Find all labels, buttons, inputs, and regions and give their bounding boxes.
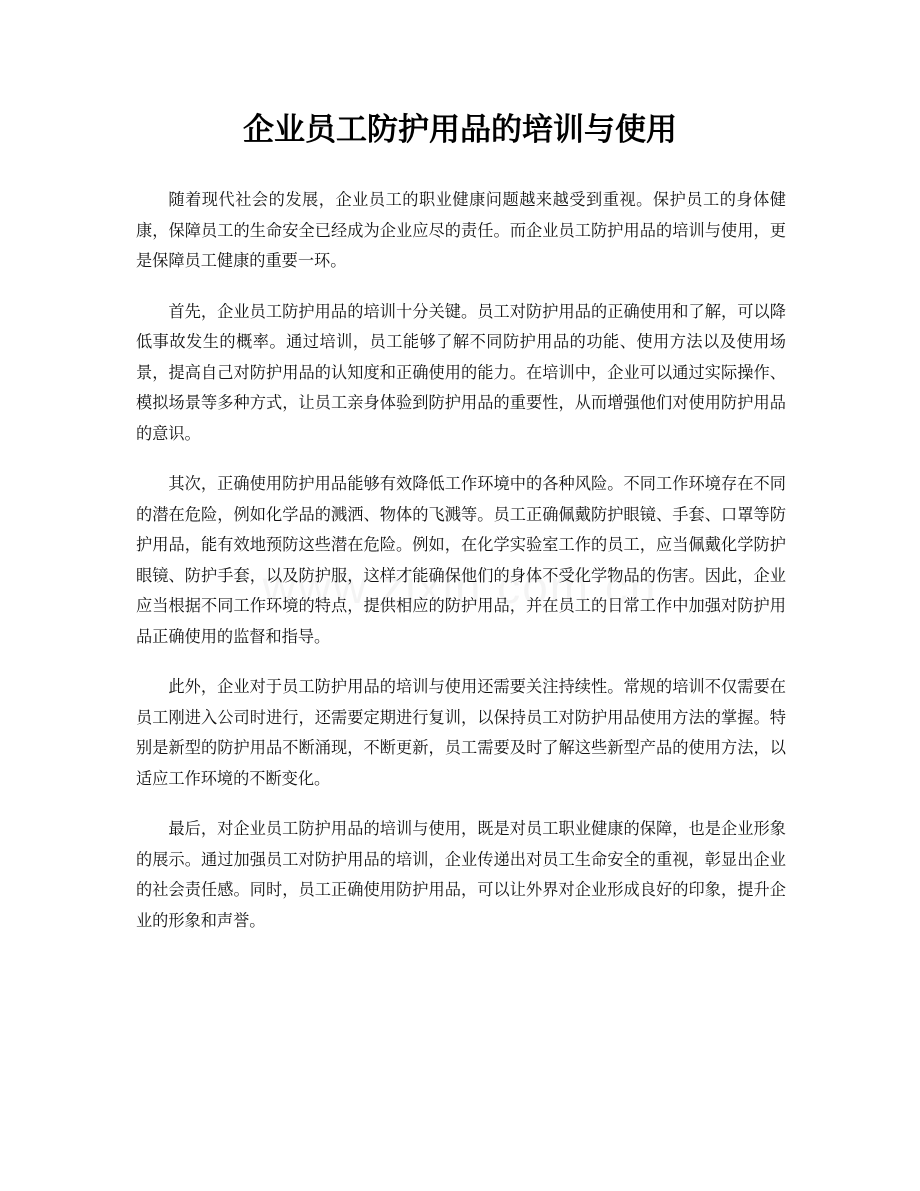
paragraph-conclusion: 最后，对企业员工防护用品的培训与使用，既是对员工职业健康的保障，也是企业形象的展示。通过加强员工对防护用品的培训，企业传递出对员工生命安全的重视，彰显出企业的社会责任感。同时，员工正确使用防护用品，可以让外界对企业形成良好的印象，提升企业的形象和声誉。	[136, 819, 786, 930]
document-body	[136, 185, 786, 956]
document-title: 企业员工防护用品的培训与使用	[243, 112, 677, 148]
paragraph-continuity: 此外，企业对于员工防护用品的培训与使用还需要关注持续性。常规的培训不仅需要在员工刚进入公司时进行，还需要定期进行复训，以保持员工对防护用品使用方法的掌握。特别是新型的防护用品不断涌现，不断更新，员工需要及时了解这些新型产品的使用方法，以适应工作环境的不断变化。	[136, 677, 786, 788]
paragraph-training: 首先，企业员工防护用品的培训十分关键。员工对防护用品的正确使用和了解，可以降低事故发生的概率。通过培训，员工能够了解不同防护用品的功能、使用方法以及使用场景，提高自己对防护用品的认知度和正确使用的能力。在培训中，企业可以通过实际操作、模拟场景等多种方式，让员工亲身体验到防护用品的重要性，从而增强他们对使用防护用品的意识。	[136, 301, 786, 443]
paragraph-correct-use: 其次，正确使用防护用品能够有效降低工作环境中的各种风险。不同工作环境存在不同的潜在危险，例如化学品的溅洒、物体的飞溅等。员工正确佩戴防护眼镜、手套、口罩等防护用品，能有效地预防这些潜在危险。例如，在化学实验室工作的员工，应当佩戴化学防护眼镜、防护手套，以及防护服，这样才能确保他们的身体不受化学物品的伤害。因此，企业应当根据不同工作环境的特点，提供相应的防护用品，并在员工的日常工作中加强对防护用品正确使用的监督和指导。	[136, 474, 786, 646]
paragraph-intro: 随着现代社会的发展，企业员工的职业健康问题越来越受到重视。保护员工的身体健康，保障员工的生命安全已经成为企业应尽的责任。而企业员工防护用品的培训与使用，更是保障员工健康的重要一环。	[136, 190, 786, 270]
